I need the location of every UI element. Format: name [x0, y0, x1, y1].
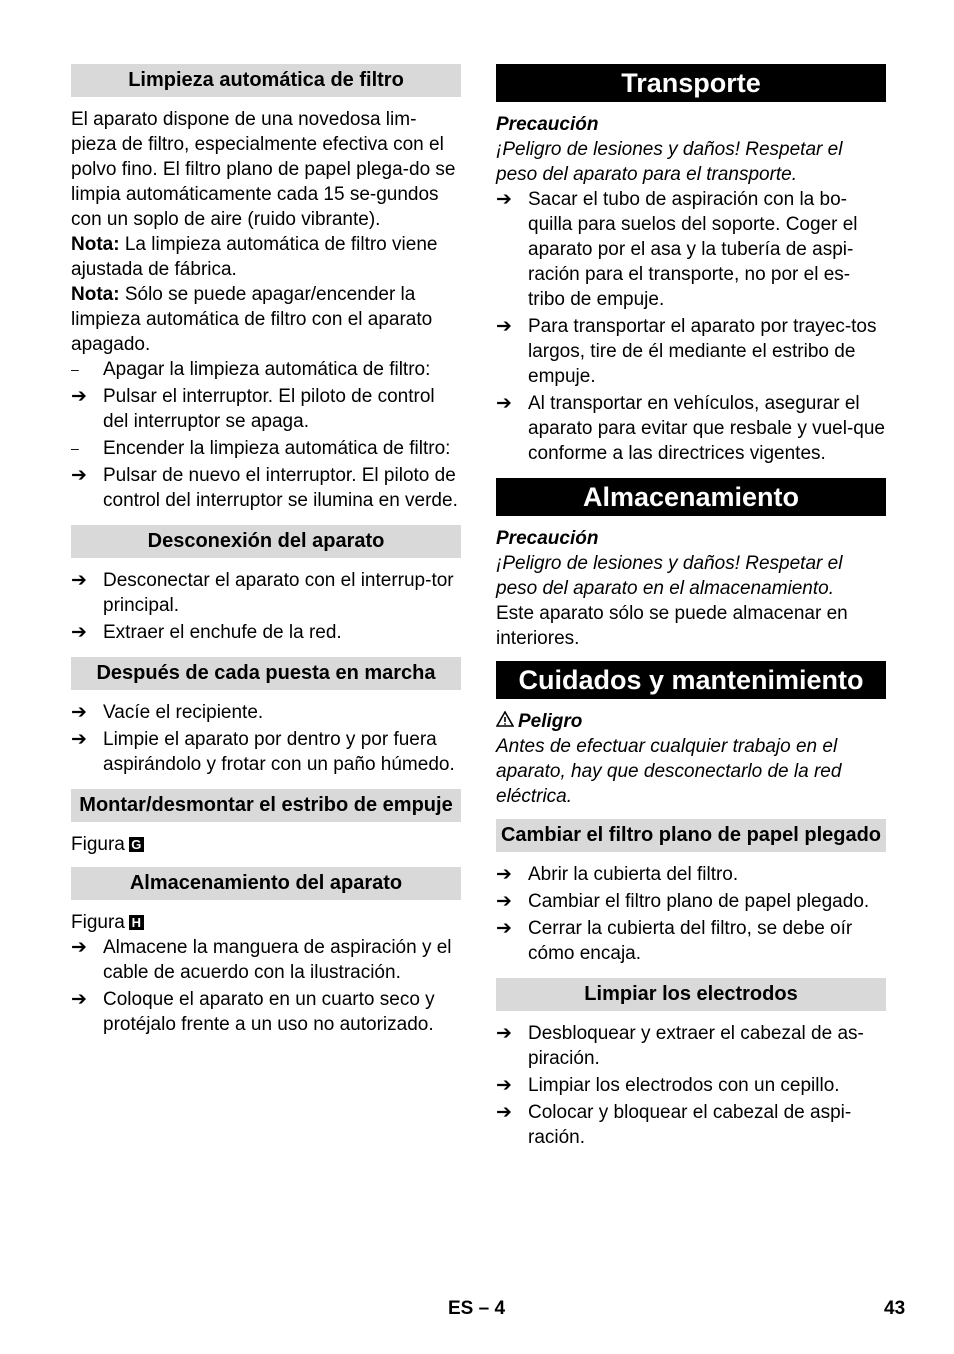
list-item-text: Pulsar de nuevo el interruptor. El piloto de control del interruptor se ilumina en verde.	[103, 465, 458, 511]
figure-reference-g: Figura G	[71, 832, 461, 857]
arrow-bullet-icon: ➔	[496, 1023, 512, 1044]
section-heading-disconnect: Desconexión del aparato	[71, 525, 461, 558]
warning-triangle-icon	[496, 709, 518, 734]
maintenance-danger: Antes de efectuar cualquier trabajo en el aparato, hay que desconectarlo de la red eléctrica.	[496, 736, 842, 807]
arrow-bullet-icon: ➔	[71, 937, 87, 958]
arrow-bullet-icon: ➔	[71, 622, 87, 643]
section-heading-push-handle: Montar/desmontar el estribo de empuje	[71, 789, 461, 822]
list-item-text: Extraer el enchufe de la red.	[103, 622, 342, 643]
arrow-bullet-icon: ➔	[496, 316, 512, 337]
arrow-bullet-icon: ➔	[71, 465, 87, 486]
list-item	[71, 463, 461, 513]
arrow-bullet-icon: ➔	[496, 864, 512, 885]
list-item	[71, 727, 461, 777]
after-use-steps	[71, 700, 461, 777]
figure-reference-h: Figura H	[71, 910, 461, 935]
right-column	[496, 64, 886, 1152]
list-item-text: Pulsar el interruptor. El piloto de control del interruptor se apaga.	[103, 386, 435, 432]
section-heading-filter-cleaning: Limpieza automática de filtro	[71, 64, 461, 97]
heading-storage: Almacenamiento	[496, 478, 886, 516]
list-item	[496, 889, 886, 914]
list-item	[496, 1100, 886, 1150]
disconnect-steps	[71, 568, 461, 645]
arrow-bullet-icon: ➔	[496, 1075, 512, 1096]
list-item	[71, 357, 461, 382]
list-item-text: Sacar el tubo de aspiración con la bo-quilla para suelos del soporte. Coger el aparato por el asa y la tubería de aspi-ración para el transporte, no por el es-tribo de empuje.	[528, 189, 858, 310]
list-item	[71, 935, 461, 985]
list-item	[496, 862, 886, 887]
section-heading-after-use: Después de cada puesta en marcha	[71, 657, 461, 690]
left-column	[71, 64, 461, 1039]
list-item	[496, 1073, 886, 1098]
list-item	[71, 436, 461, 461]
arrow-bullet-icon: ➔	[71, 729, 87, 750]
arrow-bullet-icon: ➔	[496, 189, 512, 210]
list-item-text: Vacíe el recipiente.	[103, 702, 264, 723]
list-item-text: Coloque el aparato en un cuarto seco y protéjalo frente a un uso no autorizado.	[103, 989, 435, 1035]
heading-transport: Transporte	[496, 64, 886, 102]
storage-device-steps	[71, 935, 461, 1037]
list-item-text: Limpiar los electrodos con un cepillo.	[528, 1075, 840, 1096]
list-item-text: Almacene la manguera de aspiración y el cable de acuerdo con la ilustración.	[103, 937, 452, 983]
list-item-text: Abrir la cubierta del filtro.	[528, 864, 739, 885]
list-item-text: Cambiar el filtro plano de papel plegado.	[528, 891, 870, 912]
dash-bullet-icon: –	[71, 440, 79, 456]
dash-bullet-icon: –	[71, 361, 79, 377]
change-filter-steps	[496, 862, 886, 966]
list-item	[496, 916, 886, 966]
arrow-bullet-icon: ➔	[496, 1102, 512, 1123]
storage-caution: ¡Peligro de lesiones y daños! Respetar el peso del aparato en el almacenamiento.	[496, 553, 843, 599]
arrow-bullet-icon: ➔	[71, 702, 87, 723]
transport-caution: ¡Peligro de lesiones y daños! Respetar el peso del aparato para el transporte.	[496, 139, 843, 185]
caution-label: Precaución	[496, 528, 599, 549]
list-item	[496, 314, 886, 389]
section-heading-change-filter: Cambiar el filtro plano de papel plegado	[496, 819, 886, 852]
figure-letter-icon: G	[129, 837, 144, 852]
list-item	[71, 384, 461, 434]
clean-electrodes-steps	[496, 1021, 886, 1150]
list-item-text: Al transportar en vehículos, asegurar el aparato para evitar que resbale y vuel-que conforme a las directrices vigentes.	[528, 393, 886, 464]
arrow-bullet-icon: ➔	[496, 918, 512, 939]
list-item-text: Encender la limpieza automática de filtro:	[103, 438, 451, 459]
list-item	[71, 700, 461, 725]
list-item-text: Colocar y bloquear el cabezal de aspi-ración.	[528, 1102, 852, 1148]
arrow-bullet-icon: ➔	[71, 386, 87, 407]
list-item	[496, 187, 886, 312]
list-item-text: Apagar la limpieza automática de filtro:	[103, 359, 431, 380]
section-heading-clean-electrodes: Limpiar los electrodos	[496, 978, 886, 1011]
footer-page-number: 43	[884, 1298, 906, 1319]
section-heading-storage-device: Almacenamiento del aparato	[71, 867, 461, 900]
list-item-text: Para transportar el aparato por trayec-tos largos, tire de él mediante el estribo de empuje.	[528, 316, 877, 387]
storage-text: Este aparato sólo se puede almacenar en interiores.	[496, 603, 848, 649]
filter-cleaning-text: El aparato dispone de una novedosa lim-pieza de filtro, especialmente efectiva con el polvo fino. El filtro plano de papel plega-do se limpia automáticamente cada 15 se-gundos con un soplo de aire (ruido vibrante).	[71, 109, 456, 230]
arrow-bullet-icon: ➔	[71, 570, 87, 591]
note-1: Nota: La limpieza automática de filtro viene ajustada de fábrica.	[71, 234, 438, 280]
heading-care-maintenance: Cuidados y mantenimiento	[496, 661, 886, 699]
caution-label: Precaución	[496, 114, 599, 135]
arrow-bullet-icon: ➔	[496, 891, 512, 912]
list-item	[71, 987, 461, 1037]
note-2: Nota: Sólo se puede apagar/encender la limpieza automática de filtro con el aparato apagado.	[71, 284, 433, 355]
list-item	[496, 1021, 886, 1071]
list-item-text: Desconectar el aparato con el interrup-tor principal.	[103, 570, 454, 616]
list-item-text: Limpie el aparato por dentro y por fuera aspirándolo y frotar con un paño húmedo.	[103, 729, 455, 775]
arrow-bullet-icon: ➔	[496, 393, 512, 414]
footer-section-label: ES – 4	[448, 1298, 506, 1319]
list-item-text: Cerrar la cubierta del filtro, se debe oír cómo encaja.	[528, 918, 853, 964]
list-item	[71, 620, 461, 645]
danger-label: Peligro	[496, 709, 886, 734]
list-item	[71, 568, 461, 618]
transport-steps	[496, 187, 886, 466]
arrow-bullet-icon: ➔	[71, 989, 87, 1010]
filter-cleaning-steps	[71, 357, 461, 513]
figure-letter-icon: H	[129, 915, 144, 930]
list-item-text: Desbloquear y extraer el cabezal de as-piración.	[528, 1023, 864, 1069]
list-item	[496, 391, 886, 466]
